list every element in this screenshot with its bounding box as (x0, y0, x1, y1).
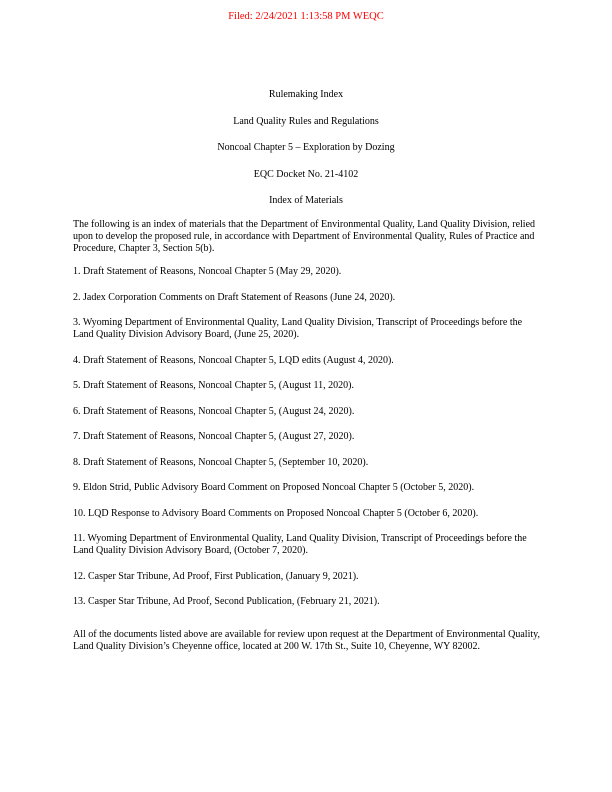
materials-list (73, 266, 543, 608)
document-body (73, 219, 543, 653)
header-docket: EQC Docket No. 21-4102 (253, 168, 359, 180)
list-item: 1. Draft Statement of Reasons, Noncoal Chapter 5 (May 29, 2020). (73, 266, 342, 277)
list-item: 6. Draft Statement of Reasons, Noncoal Chapter 5, (August 24, 2020). (73, 405, 355, 417)
closing-paragraph: All of the documents listed above are available for review upon request at the Department of Environmental Quality, Land Quality Division’s Cheyenne office, located at 200 W. 17th St., Suite 10, Cheyenne, WY 82002. (73, 629, 540, 652)
header-chapter: Noncoal Chapter 5 – Exploration by Dozing (217, 142, 395, 153)
list-item: 8. Draft Statement of Reasons, Noncoal Chapter 5, (September 10, 2020). (73, 456, 369, 468)
list-item: 9. Eldon Strid, Public Advisory Board Comment on Proposed Noncoal Chapter 5 (October 5, 2020). (73, 482, 475, 493)
list-item: 10. LQD Response to Advisory Board Comments on Proposed Noncoal Chapter 5 (October 6, 2020). (73, 507, 479, 519)
list-item: 3. Wyoming Department of Environmental Quality, Land Quality Division, Transcript of Proceedings before the Land Quality Division Advisory Board, (June 25, 2020). (73, 317, 523, 340)
list-item: 12. Casper Star Tribune, Ad Proof, First Publication, (January 9, 2021). (73, 570, 359, 582)
list-item: 4. Draft Statement of Reasons, Noncoal Chapter 5, LQD edits (August 4, 2020). (73, 354, 394, 366)
intro-paragraph: The following is an index of materials that the Department of Environmental Quality, Land Quality Division, relied upon to develop the proposed rule, in accordance with Department of Environmental Quality, Rules of Practice and Procedure, Chapter 3, Section 5(b). (73, 219, 536, 254)
filed-stamp: Filed: 2/24/2021 1:13:58 PM WEQC (228, 11, 384, 22)
list-item: 13. Casper Star Tribune, Ad Proof, Second Publication, (February 21, 2021). (73, 596, 380, 607)
list-item: 2. Jadex Corporation Comments on Draft Statement of Reasons (June 24, 2020). (73, 291, 396, 303)
header-index: Index of Materials (269, 195, 343, 206)
header-title: Rulemaking Index (268, 89, 344, 100)
list-item: 5. Draft Statement of Reasons, Noncoal Chapter 5, (August 11, 2020). (73, 380, 354, 391)
list-item: 7. Draft Statement of Reasons, Noncoal Chapter 5, (August 27, 2020). (73, 431, 355, 442)
header-rules: Land Quality Rules and Regulations (233, 115, 379, 127)
document-header (0, 89, 612, 222)
list-item: 11. Wyoming Department of Environmental Quality, Land Quality Division, Transcript of Proceedings before the Land Quality Division Advisory Board, (October 7, 2020). (73, 533, 527, 556)
